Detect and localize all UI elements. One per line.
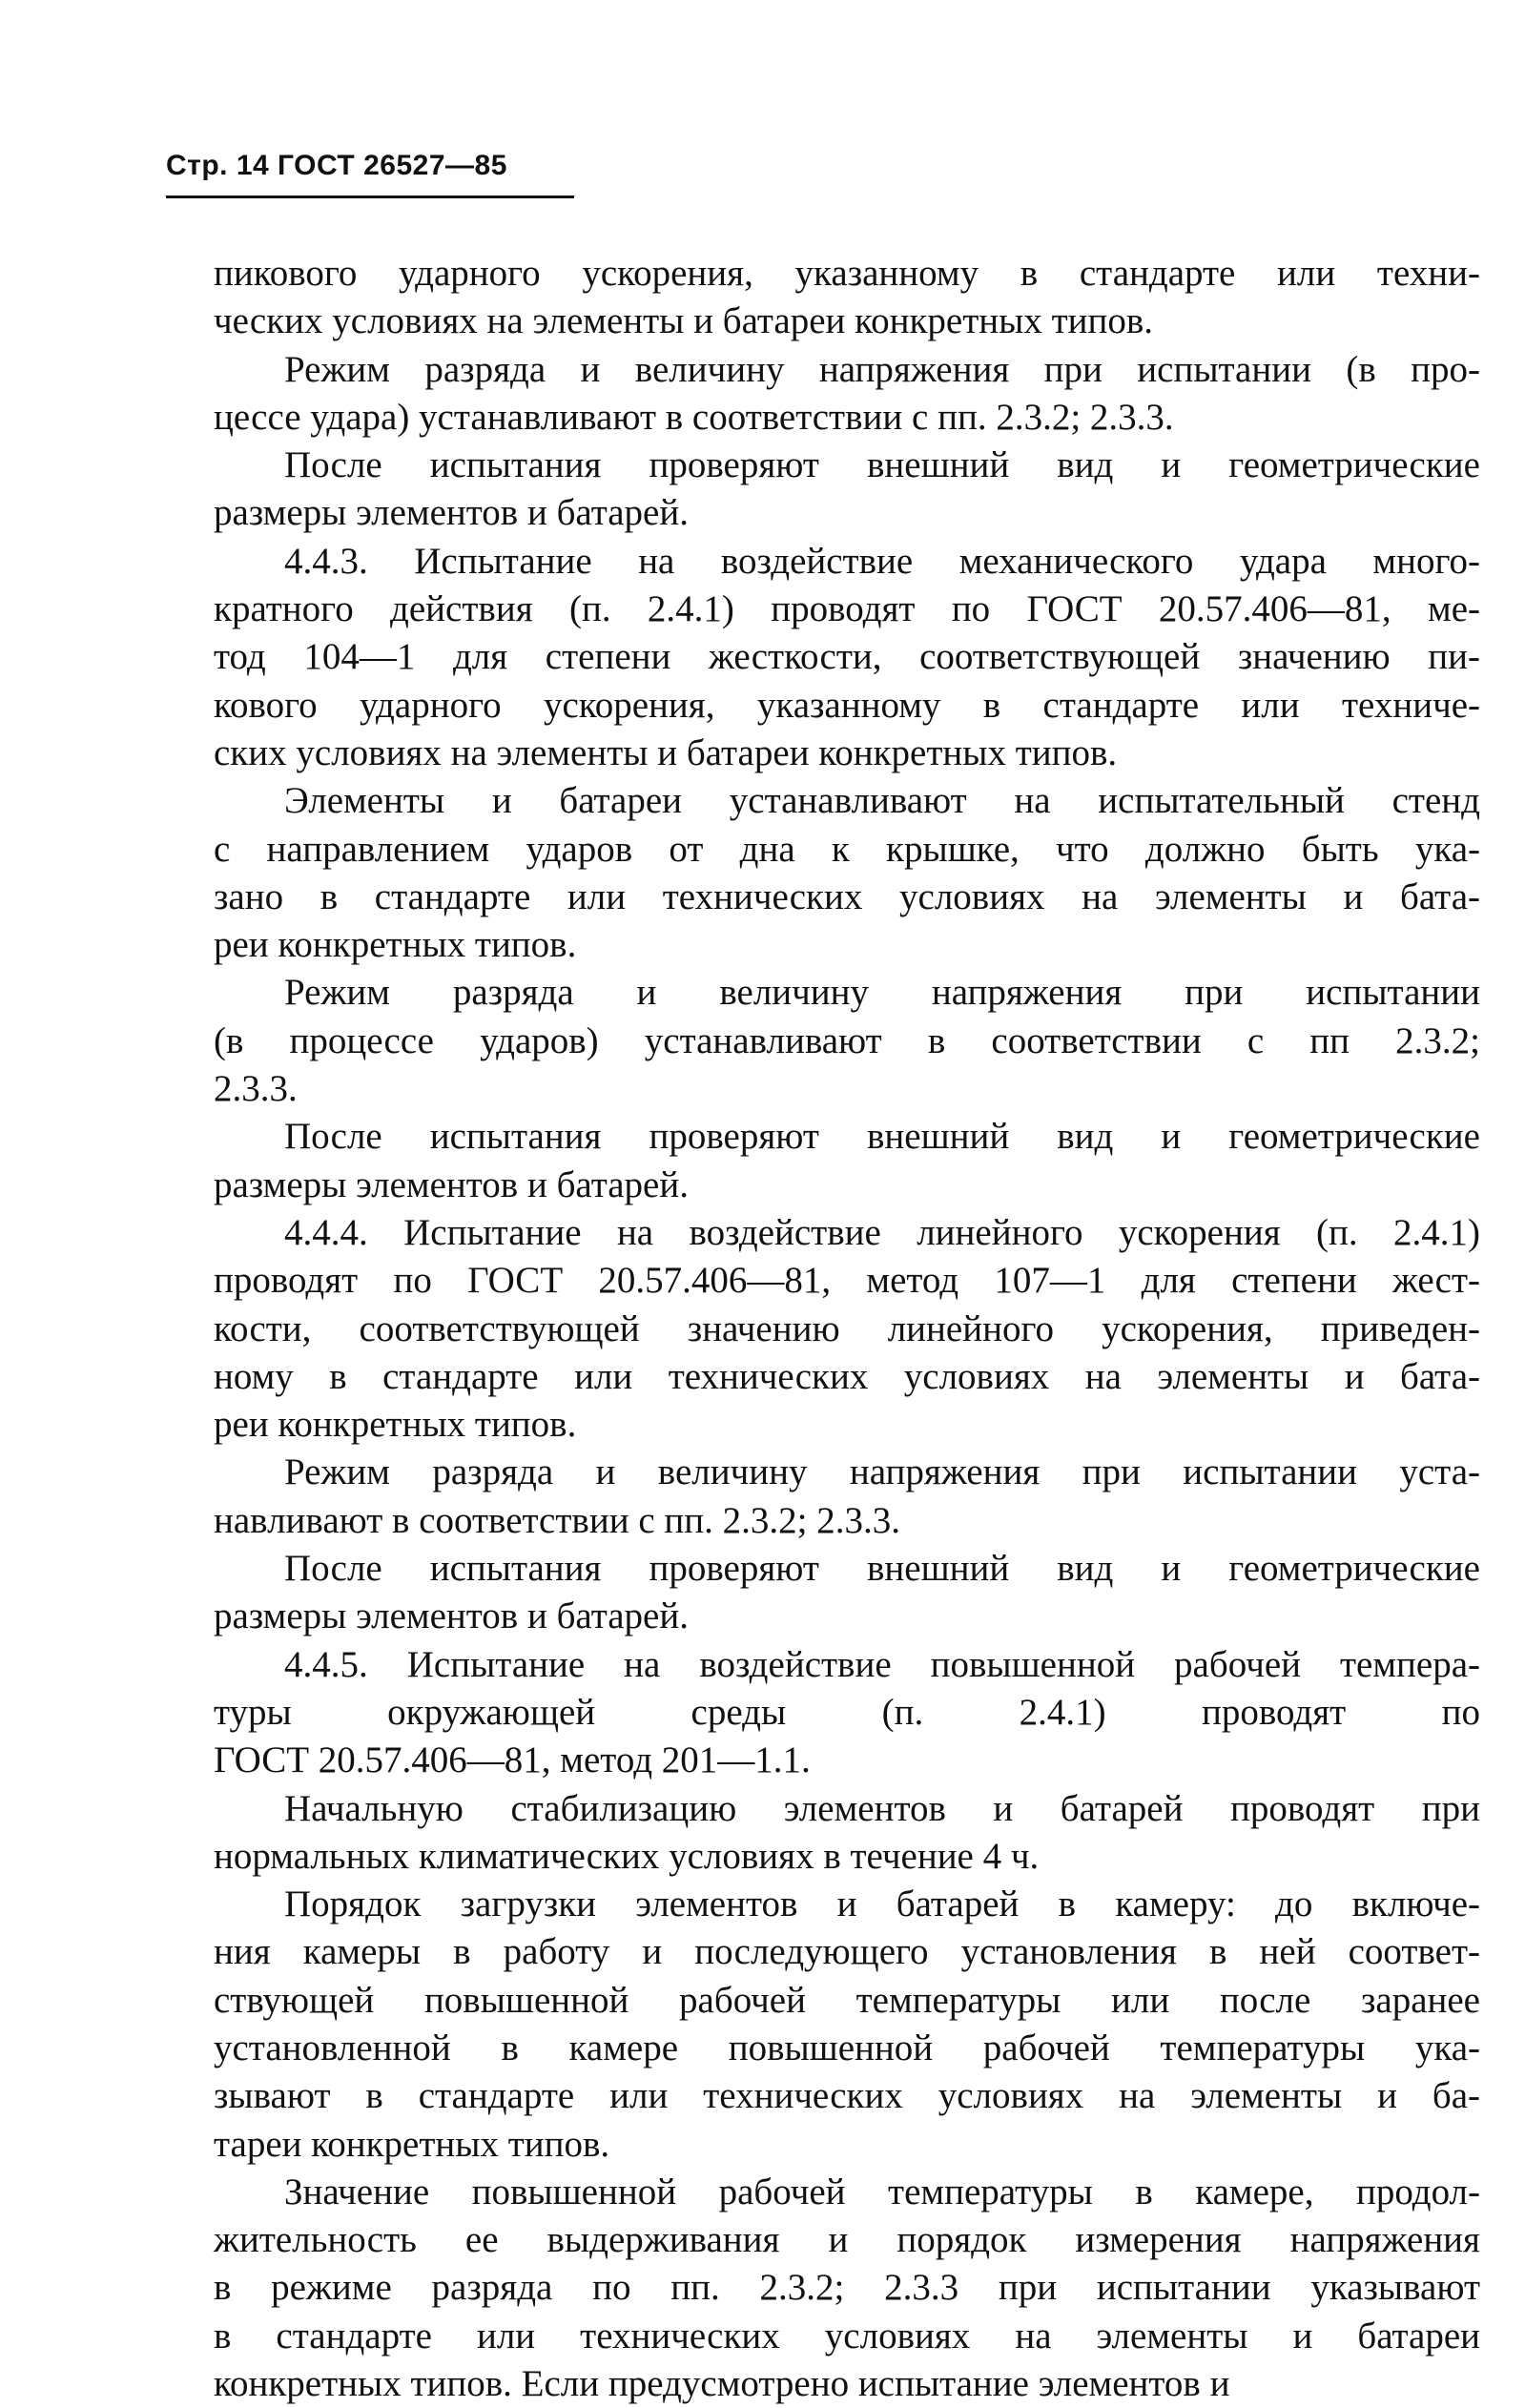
text-line: размеры элементов и батарей. [214, 1163, 689, 1205]
text-line: цессе удара) устанавливают в соответствии с пп. 2.3.2; 2.3.3. [214, 396, 1174, 438]
text-line: ния камеры в работу и последующего установления в ней соответ- [214, 1931, 1480, 1973]
text-line: реи конкретных типов. [214, 924, 577, 966]
text-line: Значение повышенной рабочей температуры в камере, продол- [284, 2171, 1480, 2212]
text-line: туры окружающей среды (п. 2.4.1) проводят по [214, 1691, 1480, 1733]
text-line: размеры элементов и батарей. [214, 492, 689, 534]
text-line: ному в стандарте или технических условиях на элементы и бата- [214, 1355, 1480, 1397]
text-line: кости, соответствующей значению линейного ускорения, приведен- [214, 1307, 1480, 1349]
text-line: реи конкретных типов. [214, 1404, 577, 1446]
text-line: ствующей повышенной рабочей температуры или после заранее [214, 1979, 1480, 2021]
header-rule [166, 196, 574, 198]
text-line: в режиме разряда по пп. 2.3.2; 2.3.3 при испытании указывают [214, 2267, 1480, 2309]
text-line: 2.3.3. [214, 1068, 298, 1110]
text-line: с направлением ударов от дна к крышке, что должно быть ука- [214, 828, 1480, 870]
paragraph [214, 250, 1480, 346]
text-line: ГОСТ 20.57.406—81, метод 201—1.1. [214, 1739, 811, 1781]
paragraph [214, 1641, 1480, 1785]
text-line: нормальных климатических условиях в течение 4 ч. [214, 1835, 1040, 1877]
paragraph [214, 1785, 1480, 1882]
text-line: ческих условиях на элементы и батареи конкретных типов. [214, 300, 1154, 342]
text-line: кратного действия (п. 2.4.1) проводят по ГОСТ 20.57.406—81, ме- [214, 588, 1480, 630]
text-line: Начальную стабилизацию элементов и батарей проводят при [284, 1787, 1480, 1829]
page-header: Стр. 14 ГОСТ 26527—85 [166, 150, 507, 181]
text-line: зывают в стандарте или технических условиях на элементы и ба- [214, 2075, 1480, 2117]
body-text [214, 250, 1480, 2408]
paragraph [214, 538, 1480, 777]
paragraph [214, 1209, 1480, 1449]
paragraph [214, 1545, 1480, 1641]
paragraph [214, 442, 1480, 538]
text-line: размеры элементов и батарей. [214, 1595, 689, 1637]
paragraph [214, 777, 1480, 969]
text-line: Порядок загрузки элементов и батарей в камеру: до включе- [284, 1883, 1480, 1925]
text-line: жительность ее выдерживания и порядок измерения напряжения [214, 2219, 1480, 2261]
text-line: проводят по ГОСТ 20.57.406—81, метод 107—1 для степени жест- [214, 1260, 1480, 1302]
text-line: После испытания проверяют внешний вид и геометрические [284, 1116, 1480, 1158]
text-line: 4.4.5. Испытание на воздействие повышенной рабочей темпера- [284, 1643, 1480, 1685]
text-line: Режим разряда и величину напряжения при испытании (в про- [284, 348, 1480, 390]
text-line: Элементы и батареи устанавливают на испытательный стенд [284, 780, 1480, 822]
paragraph [214, 346, 1480, 442]
text-line: После испытания проверяют внешний вид и геометрические [284, 1548, 1480, 1590]
text-line: установленной в камере повышенной рабочей температуры ука- [214, 2027, 1480, 2068]
paragraph [214, 969, 1480, 1113]
paragraph [214, 1113, 1480, 1209]
text-line: 4.4.3. Испытание на воздействие механического удара много- [284, 540, 1480, 582]
text-line: 4.4.4. Испытание на воздействие линейного ускорения (п. 2.4.1) [284, 1211, 1480, 1253]
paragraph [214, 2169, 1480, 2408]
text-line: тареи конкретных типов. [214, 2123, 610, 2165]
text-line: в стандарте или технических условиях на элементы и батареи [214, 2315, 1480, 2357]
text-line: зано в стандарте или технических условиях на элементы и бата- [214, 875, 1480, 917]
text-line: (в процессе ударов) устанавливают в соответствии с пп 2.3.2; [214, 1019, 1480, 1061]
text-line: конкретных типов. Если предусмотрено испытание элементов и [214, 2363, 1230, 2405]
paragraph [214, 1449, 1480, 1545]
paragraph [214, 1881, 1480, 2169]
text-line: После испытания проверяют внешний вид и геометрические [284, 444, 1480, 486]
text-line: навливают в соответствии с пп. 2.3.2; 2.3.3. [214, 1499, 900, 1541]
text-line: тод 104—1 для степени жесткости, соответствующей значению пи- [214, 636, 1480, 678]
text-line: ских условиях на элементы и батареи конкретных типов. [214, 731, 1118, 773]
text-line: кового ударного ускорения, указанному в стандарте или техниче- [214, 684, 1480, 726]
text-line: Режим разряда и величину напряжения при испытании [284, 972, 1480, 1014]
text-line: Режим разряда и величину напряжения при испытании уста- [284, 1451, 1480, 1493]
text-line: пикового ударного ускорения, указанному в стандарте или техни- [214, 253, 1480, 294]
